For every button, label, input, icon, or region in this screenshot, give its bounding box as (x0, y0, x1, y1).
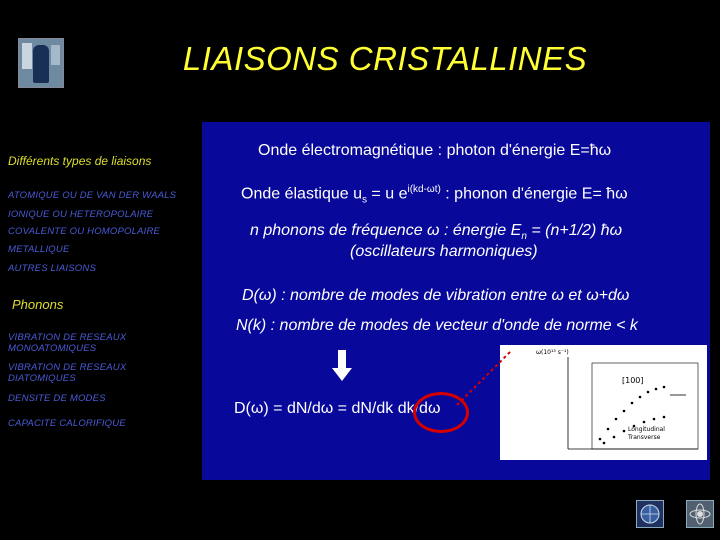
logo-screen-right (51, 45, 60, 65)
sidebar-item-covalente[interactable]: COVALENTE OU HOMOPOLAIRE (8, 226, 161, 237)
line3a-sub: n (521, 231, 527, 243)
page-title: LIAISONS CRISTALLINES (182, 40, 588, 77)
line2-sup: i(kd-ωt) (407, 184, 441, 195)
chart-direction-label: [100] (622, 376, 644, 385)
sidebar-heading-phonons[interactable]: Phonons (12, 297, 64, 312)
line2-mid: = u e (366, 185, 408, 203)
line-photon: Onde électromagnétique : photon d'énergie E=ħω (258, 142, 612, 159)
logo-photo (18, 38, 64, 88)
sidebar-types (8, 154, 151, 168)
highlight-ellipse (413, 392, 469, 433)
line2-prefix: Onde élastique u (241, 185, 362, 203)
line2-sub: s (361, 194, 367, 206)
down-arrow-icon (332, 350, 352, 382)
line-nk: N(k) : nombre de modes de vecteur d'onde de norme < k (236, 317, 638, 334)
dispersion-chart (500, 345, 707, 460)
line3a-suffix: = (n+1/2) ħω (526, 222, 623, 239)
sidebar-item-van-der-waals[interactable]: ATOMIQUE OU DE VAN DER WAALS (8, 190, 177, 201)
line2-suffix: : phonon d'énergie E= ħω (440, 185, 628, 203)
sidebar-item-capacite[interactable]: CAPACITE CALORIFIQUE (8, 418, 126, 429)
line3a-prefix: n phonons de fréquence ω : énergie E (250, 222, 522, 239)
logo-figure (33, 45, 49, 83)
sidebar-heading-types: Différents types de liaisons (8, 154, 152, 168)
sidebar-item-ionique[interactable]: IONIQUE OU HETEROPOLAIRE (8, 209, 154, 220)
legend-transverse: Transverse (628, 434, 661, 441)
globe-icon[interactable] (636, 500, 664, 528)
line-n-phonons (250, 222, 622, 242)
logo-screen-left (22, 43, 32, 69)
chart-ylabel: ω(10¹³ s⁻¹) (536, 349, 569, 356)
sidebar-item-diatomiques[interactable]: VIBRATION DE RESEAUX DIATOMIQUES (8, 362, 127, 384)
line-density: D(ω) : nombre de modes de vibration entre ω et ω+dω (242, 287, 630, 304)
line-formula: D(ω) = dN/dω = dN/dk dk/dω (234, 400, 441, 417)
sidebar-item-monoatomiques[interactable]: VIBRATION DE RESEAUX MONOATOMIQUES (8, 332, 127, 354)
legend-longitudinal: Longitudinal (628, 426, 665, 433)
sidebar-item-autres[interactable]: AUTRES LIAISONS (8, 263, 96, 274)
line-oscillateurs: (oscillateurs harmoniques) (350, 243, 538, 260)
line-phonon (241, 184, 628, 206)
sidebar-item-metallique[interactable]: METALLIQUE (8, 244, 70, 255)
atom-icon[interactable] (686, 500, 714, 528)
sidebar-item-densite[interactable]: DENSITE DE MODES (8, 393, 106, 404)
dispersion-chart-svg (500, 345, 707, 460)
